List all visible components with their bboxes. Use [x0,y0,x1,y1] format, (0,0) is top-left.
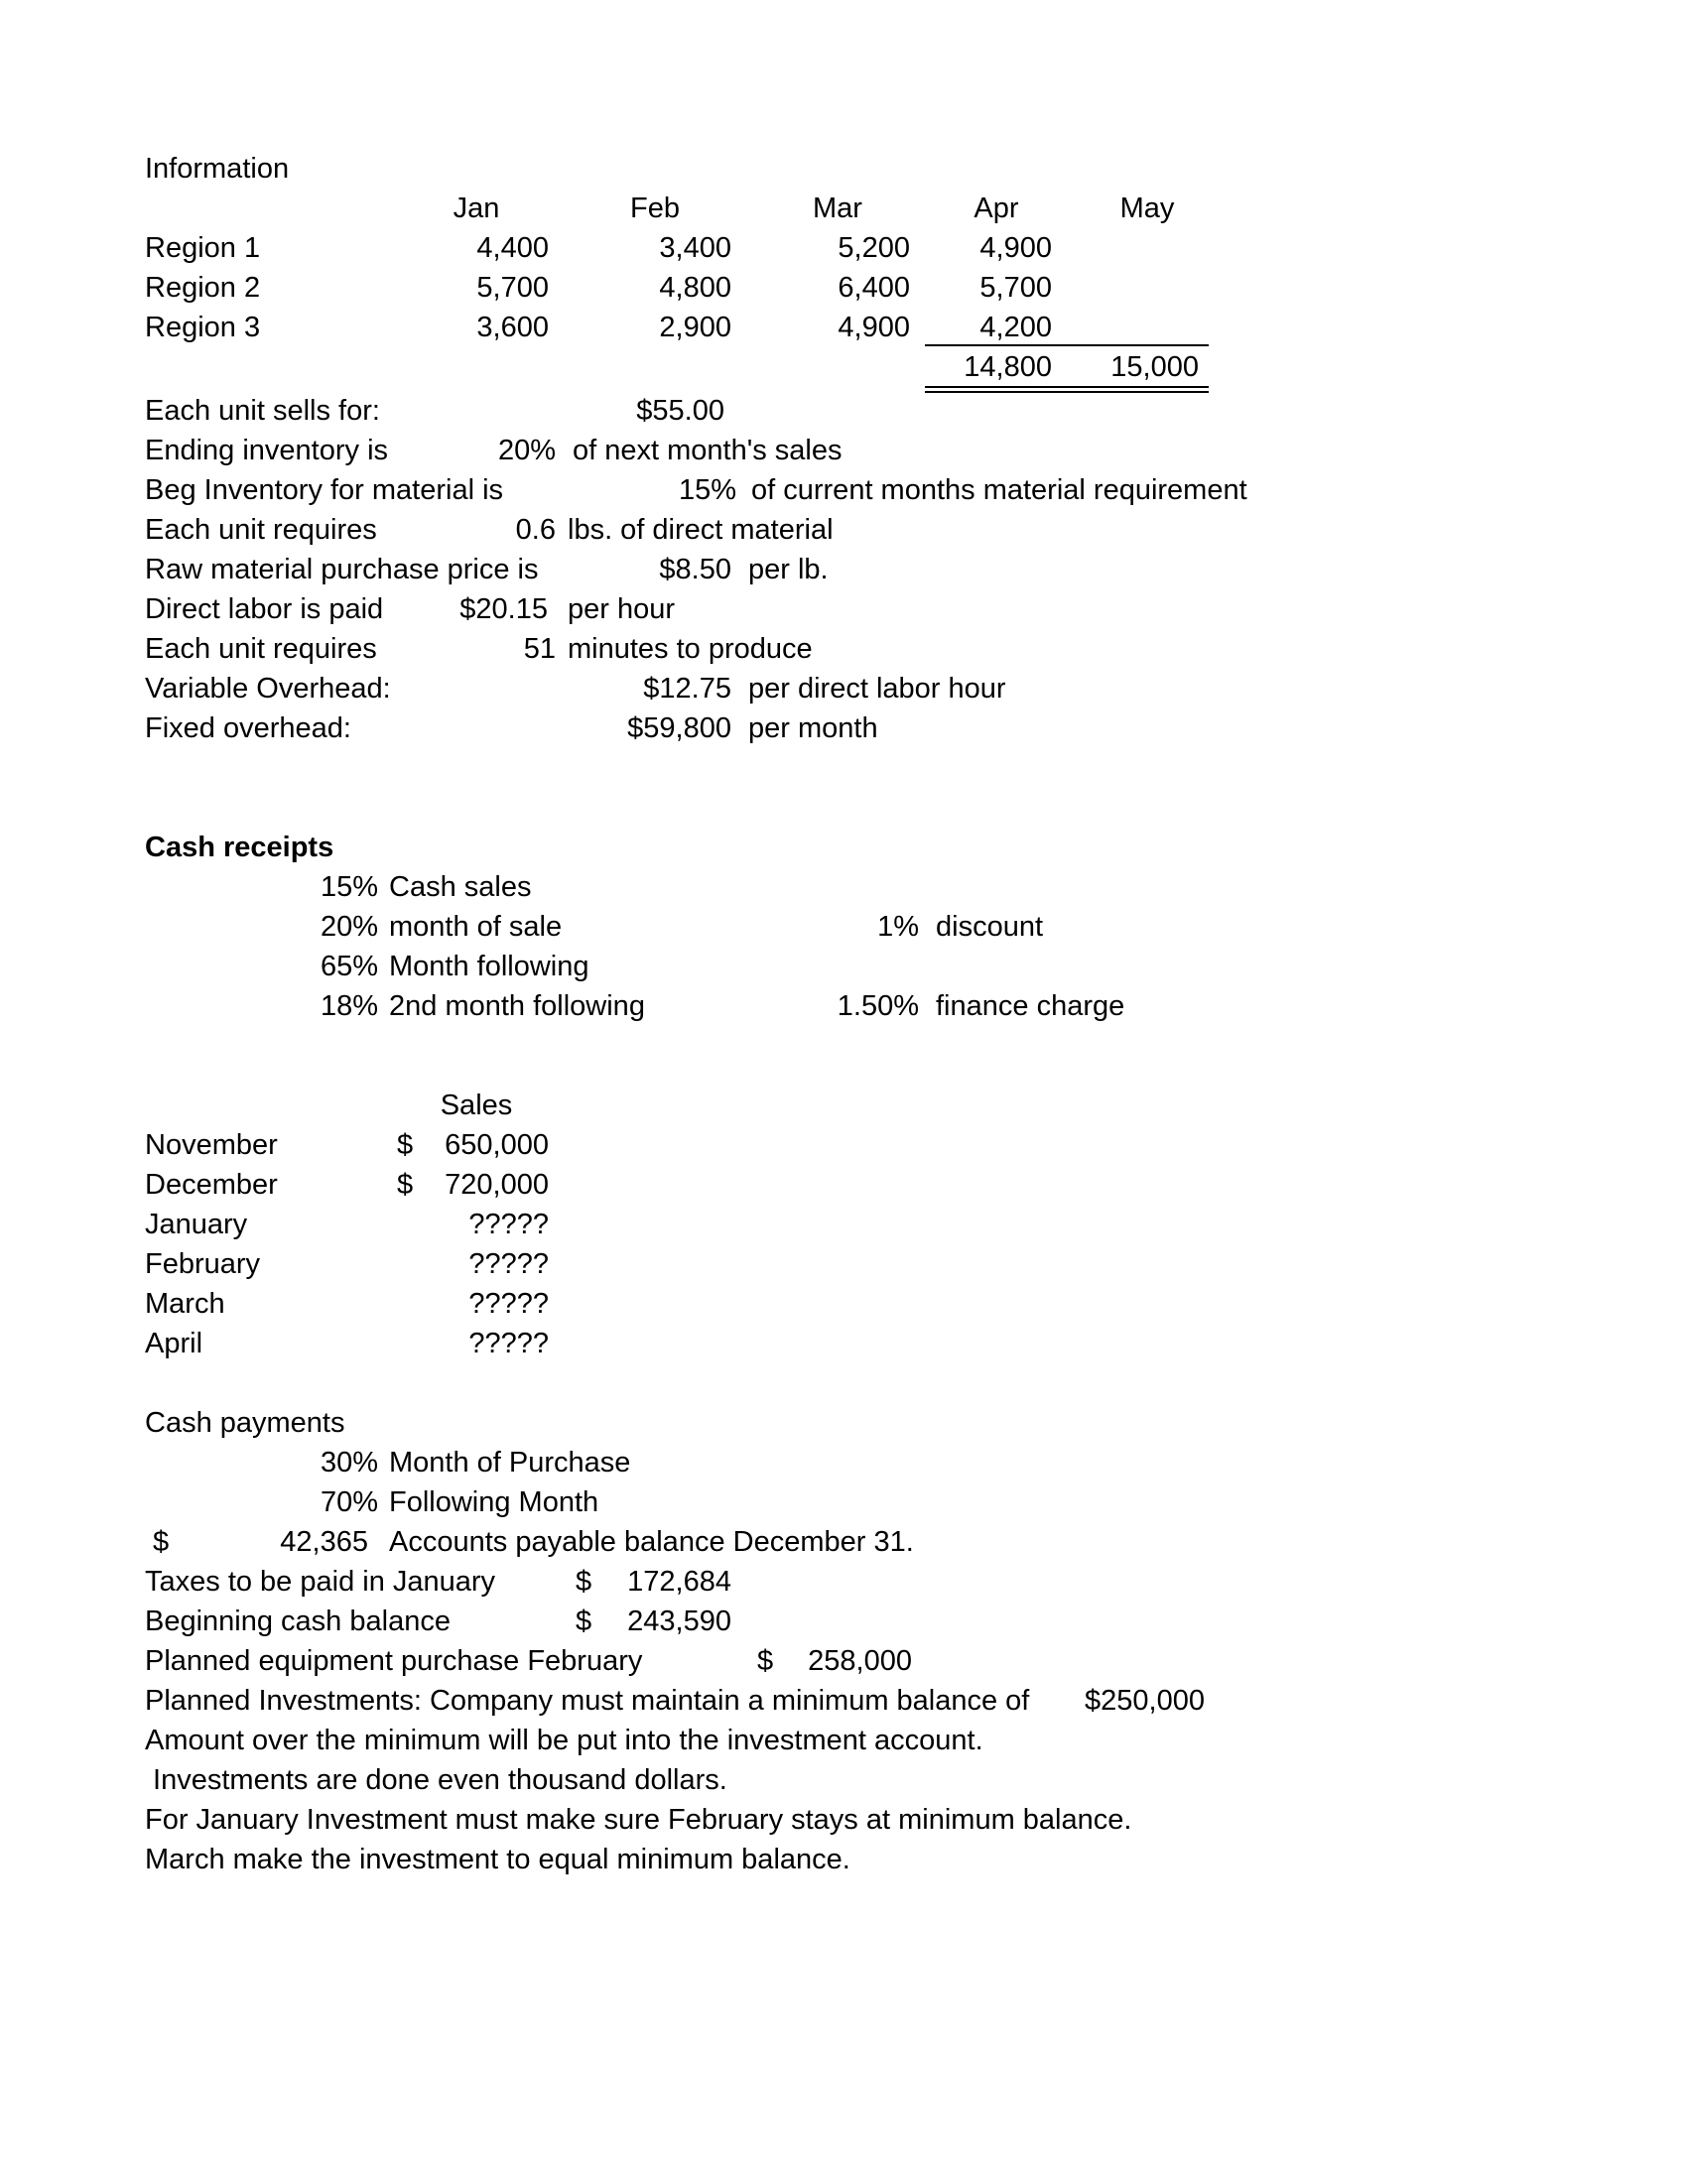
region-label: Region 1 [145,232,261,264]
payment-pct: 30% [320,1447,378,1478]
material-label: Each unit requires [145,514,377,546]
month-header-may: May [1119,193,1175,224]
region-label: Region 3 [145,312,261,343]
investment-note: Investments are done even thousand dollars. [145,1764,727,1796]
variable-overhead-text: per direct labor hour [748,673,1006,705]
region-value: 5,700 [476,272,549,304]
finance-pct: 1.50% [837,990,919,1022]
ap-dollar: $ [153,1526,170,1558]
cash-receipts-title: Cash receipts [145,832,334,863]
sales-value: ????? [468,1328,549,1359]
payment-pct: 70% [320,1486,378,1518]
receipt-pct: 15% [320,871,378,903]
sales-value: ????? [468,1248,549,1280]
sales-month: February [145,1248,261,1280]
receipt-label: Cash sales [389,871,532,903]
taxes-label: Taxes to be paid in January [145,1566,496,1598]
month-header-mar: Mar [813,193,862,224]
material-qty: 0.6 [515,514,556,546]
labor-text: per hour [568,593,676,625]
sales-header: Sales [440,1090,513,1121]
ending-inventory-text: of next month's sales [573,435,843,466]
equipment-label: Planned equipment purchase February [145,1645,643,1677]
receipt-label: 2nd month following [389,990,645,1022]
investment-note: Amount over the minimum will be put into the investment account. [145,1725,983,1756]
fixed-overhead-text: per month [748,712,878,744]
sales-month: January [145,1209,248,1240]
sales-month: November [145,1129,278,1161]
beg-cash-label: Beginning cash balance [145,1606,451,1637]
raw-price-text: per lb. [748,554,829,585]
total-may: 15,000 [1110,351,1199,383]
region-label: Region 2 [145,272,261,304]
beg-inventory-text: of current months material requirement [751,474,1247,506]
equipment-dollar: $ [757,1645,774,1677]
region-value: 4,900 [979,232,1052,264]
information-title: Information [145,153,290,185]
ap-text: Accounts payable balance December 31. [389,1526,914,1558]
discount-label: discount [936,911,1044,943]
sales-month: March [145,1288,225,1320]
month-header-apr: Apr [974,193,1019,224]
region-value: 4,200 [979,312,1052,343]
finance-label: finance charge [936,990,1125,1022]
region-value: 4,400 [476,232,549,264]
unit-price-value: $55.00 [636,395,724,427]
sales-value: ????? [468,1209,549,1240]
month-header-feb: Feb [630,193,680,224]
labor-rate: $20.15 [459,593,548,625]
region-value: 6,400 [838,272,910,304]
sales-value: ????? [468,1288,549,1320]
minutes-label: Each unit requires [145,633,377,665]
unit-price-label: Each unit sells for: [145,395,380,427]
variable-overhead-label: Variable Overhead: [145,673,391,705]
investment-label: Planned Investments: Company must maintain a minimum balance of [145,1685,1030,1717]
sales-month: December [145,1169,278,1201]
total-top-rule [925,344,1209,346]
ap-value: 42,365 [280,1526,368,1558]
month-header-jan: Jan [453,193,500,224]
cash-payments-title: Cash payments [145,1407,345,1439]
labor-label: Direct labor is paid [145,593,384,625]
equipment-value: 258,000 [808,1645,912,1677]
region-value: 5,700 [979,272,1052,304]
region-value: 4,900 [838,312,910,343]
taxes-dollar: $ [576,1566,592,1598]
region-value: 5,200 [838,232,910,264]
sales-dollar: $ [397,1169,414,1201]
minutes-text: minutes to produce [568,633,813,665]
variable-overhead-value: $12.75 [643,673,731,705]
receipt-label: Month following [389,951,589,982]
beg-inventory-label: Beg Inventory for material is [145,474,504,506]
minutes-value: 51 [523,633,556,665]
fixed-overhead-value: $59,800 [627,712,731,744]
investment-note: For January Investment must make sure February stays at minimum balance. [145,1804,1132,1836]
raw-price-value: $8.50 [659,554,731,585]
investment-minimum-value: $250,000 [1085,1685,1205,1717]
beg-inventory-pct: 15% [678,474,736,506]
payment-label: Month of Purchase [389,1447,631,1478]
material-text: lbs. of direct material [568,514,834,546]
sales-dollar: $ [397,1129,414,1161]
receipt-pct: 65% [320,951,378,982]
payment-label: Following Month [389,1486,599,1518]
region-value: 3,400 [659,232,731,264]
total-double-rule-2 [925,391,1209,393]
total-apr: 14,800 [964,351,1052,383]
sales-value: 650,000 [445,1129,549,1161]
receipt-pct: 20% [320,911,378,943]
receipt-label: month of sale [389,911,563,943]
fixed-overhead-label: Fixed overhead: [145,712,351,744]
receipt-pct: 18% [320,990,378,1022]
taxes-value: 172,684 [627,1566,731,1598]
sales-month: April [145,1328,203,1359]
region-value: 4,800 [659,272,731,304]
investment-note: March make the investment to equal minimum balance. [145,1844,850,1875]
beg-cash-dollar: $ [576,1606,592,1637]
ending-inventory-pct: 20% [497,435,556,466]
raw-price-label: Raw material purchase price is [145,554,539,585]
ending-inventory-label: Ending inventory is [145,435,389,466]
beg-cash-value: 243,590 [627,1606,731,1637]
total-double-rule-1 [925,386,1209,388]
sales-value: 720,000 [445,1169,549,1201]
region-value: 2,900 [659,312,731,343]
discount-pct: 1% [877,911,919,943]
region-value: 3,600 [476,312,549,343]
